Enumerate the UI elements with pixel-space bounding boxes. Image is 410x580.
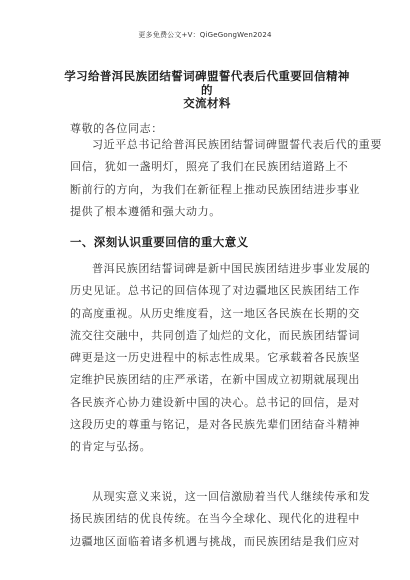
paragraph-line: 回信，犹如一盏明灯，照亮了我们在民族团结道路上不 bbox=[70, 160, 349, 174]
paragraph-line: 从现实意义来说，这一回信激励着当代人继续传承和发 bbox=[92, 490, 371, 503]
document-title-line-1: 学习给普洱民族团结誓词碑盟誓代表后代重要回信精神的 bbox=[64, 69, 350, 97]
paragraph-line: 的高度重视。从历史维度看，这一地区各民族在长期的交 bbox=[70, 306, 360, 320]
paragraph-line: 碑更是这一历史进程中的标志性成果。它承载着各民族坚 bbox=[70, 351, 360, 365]
paragraph-line: 普洱民族团结誓词碑是新中国民族团结进步事业发展的 bbox=[92, 262, 371, 275]
paragraph-line: 历史见证。总书记的回信体现了对边疆地区民族团结工作 bbox=[70, 284, 360, 298]
section1-paragraph-1 bbox=[70, 258, 371, 459]
document-title-line-2: 交流材料 bbox=[183, 96, 231, 110]
paragraph-line: 的肯定与弘扬。 bbox=[70, 440, 152, 454]
paragraph-line: 习近平总书记给普洱民族团结誓词碑盟誓代表后代的重要 bbox=[92, 138, 382, 151]
paragraph-line: 断前行的方向，为我们在新征程上推动民族团结进步事业 bbox=[70, 182, 360, 196]
salutation: 尊敬的各位同志： bbox=[70, 122, 163, 135]
header-note: 更多免费公文+V：QiGeGongWen2024 bbox=[138, 31, 272, 39]
paragraph-line: 提供了根本遵循和强大动力。 bbox=[70, 204, 221, 218]
intro-paragraph bbox=[70, 134, 382, 223]
section-heading: 一、深刻认识重要回信的重大意义 bbox=[70, 235, 249, 249]
paragraph-line: 扬民族团结的优良传统。在当今全球化、现代化的进程中 bbox=[70, 512, 360, 526]
paragraph-line: 流交往交融中，共同创造了灿烂的文化，而民族团结誓词 bbox=[70, 328, 360, 342]
paragraph-line: 各民族齐心协力建设新中国的决心。总书记的回信，是对 bbox=[70, 395, 360, 409]
paragraph-line: 定维护民族团结的庄严承诺，在新中国成立初期就展现出 bbox=[70, 373, 360, 387]
section1-paragraph-2 bbox=[70, 486, 371, 553]
paragraph-line: 这段历史的尊重与铭记，是对各民族先辈们团结奋斗精神 bbox=[70, 418, 360, 432]
paragraph-line: 边疆地区面临着诸多机遇与挑战，而民族团结是我们应对 bbox=[70, 534, 360, 548]
